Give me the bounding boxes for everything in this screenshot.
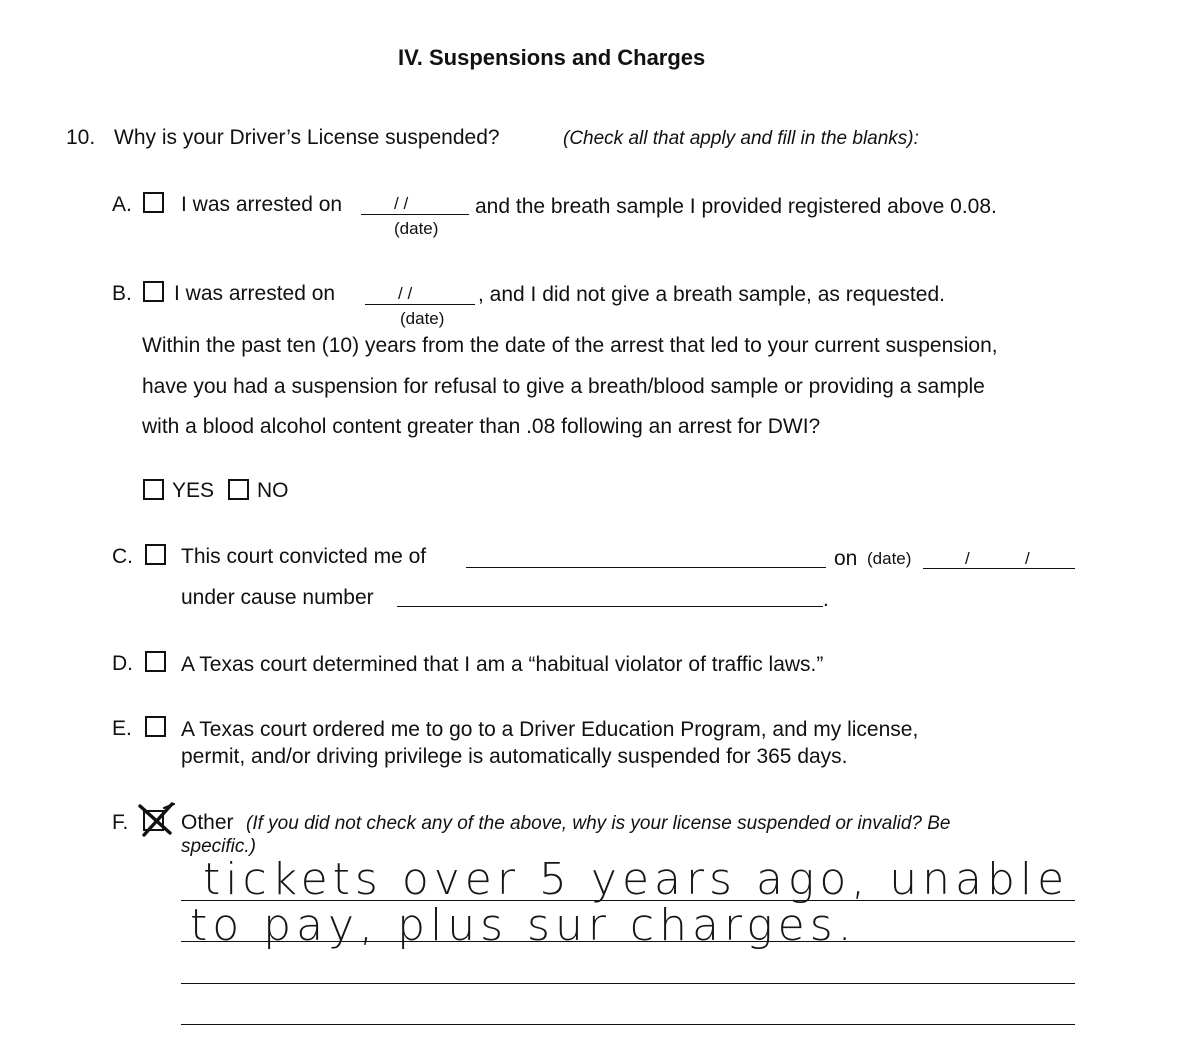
option-e-checkbox[interactable] bbox=[145, 716, 166, 737]
conviction-date-slash-2: / bbox=[1025, 549, 1030, 568]
option-b-followup-line-3: with a blood alcohol content greater than .08 following an arrest for DWI? bbox=[142, 415, 821, 438]
option-a-date-label: (date) bbox=[394, 219, 439, 238]
option-b-letter: B. bbox=[112, 282, 132, 305]
yes-checkbox[interactable] bbox=[143, 479, 164, 500]
cause-number-period: . bbox=[823, 588, 829, 611]
option-b-date-value[interactable]: / / bbox=[398, 284, 413, 303]
checkmark-x-icon bbox=[136, 802, 176, 838]
cause-number-label: under cause number bbox=[181, 586, 374, 609]
option-a-text: I was arrested on bbox=[181, 193, 343, 216]
option-d-checkbox[interactable] bbox=[145, 651, 166, 672]
yes-label: YES bbox=[172, 479, 215, 502]
option-a-date-line bbox=[361, 214, 469, 215]
option-a-text-after: and the breath sample I provided registered above 0.08. bbox=[475, 195, 997, 218]
option-b-text: I was arrested on bbox=[174, 282, 336, 305]
option-e-line-2: permit, and/or driving privilege is automatically suspended for 365 days. bbox=[181, 745, 848, 768]
conviction-date-field[interactable] bbox=[923, 568, 1075, 569]
option-a-date-value[interactable]: / / bbox=[394, 194, 409, 213]
option-c-letter: C. bbox=[112, 545, 133, 568]
option-f-hint-line-2: specific.) bbox=[181, 836, 256, 857]
option-c-date-label: (date) bbox=[867, 549, 912, 568]
conviction-date-slash-1: / bbox=[965, 549, 970, 568]
handwritten-answer-line-1: tickets over 5 years ago, unable bbox=[203, 854, 1070, 905]
option-b-text-after: , and I did not give a breath sample, as requested. bbox=[478, 283, 945, 306]
option-b-followup-line-1: Within the past ten (10) years from the date of the arrest that led to your current suspension, bbox=[142, 334, 998, 357]
option-b-checkbox[interactable] bbox=[143, 281, 164, 302]
answer-line-3[interactable] bbox=[181, 983, 1075, 984]
question-hint: (Check all that apply and fill in the blanks): bbox=[563, 128, 919, 149]
section-title: IV. Suspensions and Charges bbox=[398, 45, 706, 70]
option-e-letter: E. bbox=[112, 717, 132, 740]
option-d-letter: D. bbox=[112, 652, 133, 675]
option-d-text: A Texas court determined that I am a “habitual violator of traffic laws.” bbox=[181, 653, 824, 676]
option-b-date-label: (date) bbox=[400, 309, 445, 328]
option-e-line-1: A Texas court ordered me to go to a Driver Education Program, and my license, bbox=[181, 718, 919, 741]
answer-line-4[interactable] bbox=[181, 1024, 1075, 1025]
option-b-followup-line-2: have you had a suspension for refusal to give a breath/blood sample or providing a sample bbox=[142, 375, 985, 398]
option-b-date-line bbox=[365, 304, 475, 305]
question-text: Why is your Driver’s License suspended? bbox=[114, 126, 500, 149]
option-f-hint-line-1: (If you did not check any of the above, why is your license suspended or invalid? Be bbox=[246, 813, 951, 834]
option-f-label: Other bbox=[181, 811, 234, 834]
no-label: NO bbox=[257, 479, 289, 502]
option-a-letter: A. bbox=[112, 193, 132, 216]
question-number: 10. bbox=[66, 126, 96, 149]
cause-number-field[interactable] bbox=[397, 606, 823, 607]
option-c-on-label: on bbox=[834, 547, 858, 570]
option-c-checkbox[interactable] bbox=[145, 544, 166, 565]
no-checkbox[interactable] bbox=[228, 479, 249, 500]
option-a-checkbox[interactable] bbox=[143, 192, 164, 213]
handwritten-answer-line-2: to pay, plus sur charges. bbox=[190, 900, 857, 951]
conviction-offense-field[interactable] bbox=[466, 567, 826, 568]
option-c-text: This court convicted me of bbox=[181, 545, 427, 568]
option-f-letter: F. bbox=[112, 811, 129, 834]
